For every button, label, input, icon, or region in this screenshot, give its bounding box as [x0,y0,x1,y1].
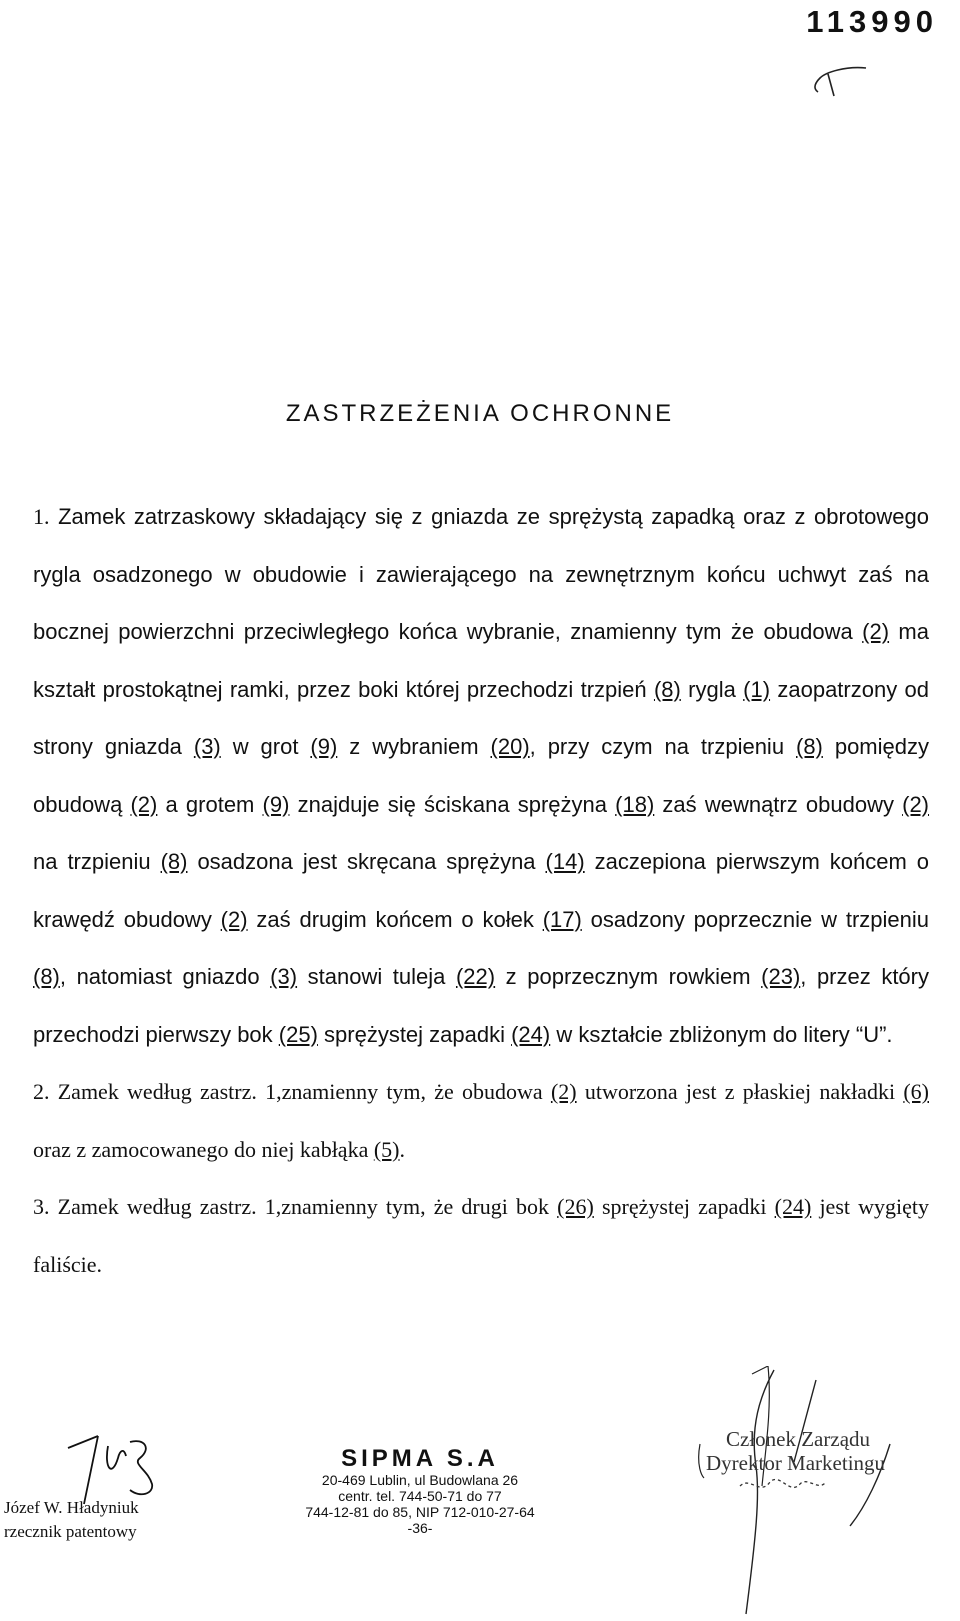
reference-number: (8) [160,849,188,874]
claim-text: utworzona jest z płaskiej nakładki [576,1079,904,1104]
reference-number: (9) [262,791,290,817]
reference-number: (25) [278,1021,318,1047]
claims-section [33,488,929,1293]
reference-number: (6) [903,1079,929,1104]
claim-1 [33,488,929,1063]
claim-text: oraz z zamocowanego do niej kabłąka [33,1136,374,1162]
reference-number: (20) [490,734,530,759]
reference-number: (1) [743,676,771,702]
claim-text: zaś wewnątrz obudowy [654,791,903,817]
claim-text: na trzpieniu [33,849,161,874]
document-title: ZASTRZEŻENIA OCHRONNE [285,400,675,427]
company-address: 20-469 Lublin, ul Budowlana 26 [321,1472,519,1488]
claim-2 [33,1063,929,1178]
claim-text: sprężystej zapadki [593,1194,775,1219]
claim-text: osadzony poprzecznie w trzpieniu [581,906,930,932]
claim-number: 1. [33,504,50,529]
reference-number: (22) [455,964,496,989]
reference-number: (2) [220,906,248,932]
stamp-code: -36- [407,1520,433,1536]
claim-text: zaczepiona pierwszym końcem o krawędź obudowy [33,849,929,932]
attorney-role: rzecznik patentowy [4,1522,137,1541]
reference-number: (3) [270,964,298,989]
claim-text: , przy czym na trzpieniu [529,734,796,759]
claim-text: Zamek według zastrz. 1,znamienny tym, że obudowa [57,1079,551,1104]
claim-text: , natomiast gniazdo [59,964,271,989]
handwritten-mark-icon [806,58,876,98]
attorney-block [4,1496,139,1544]
company-stamp [270,1446,570,1536]
reference-number: (3) [193,734,221,759]
claim-number: 2. [33,1079,50,1104]
company-name: SIPMA S.A [341,1445,499,1472]
reference-number: (24) [774,1194,812,1219]
svg-text:Dyrektor Marketingu: Dyrektor Marketingu [706,1451,886,1475]
claim-text: w grot [220,734,311,759]
claim-text: ma kształt prostokątnej ramki, przez boki której przechodzi trzpień [33,619,929,702]
document-number: 113990 [806,4,938,39]
claim-text: osadzona jest skręcana sprężyna [187,849,546,874]
reference-number: (24) [511,1021,551,1047]
svg-text:Członek Zarządu: Członek Zarządu [726,1427,871,1451]
director-stamp [690,1366,930,1621]
claim-3 [33,1178,929,1293]
claim-text: , przez który przechodzi pierwszy bok [33,964,929,1047]
reference-number: (2) [902,791,930,817]
claim-text: . [399,1136,405,1162]
claim-text: z poprzecznym rowkiem [495,964,762,989]
claim-text: zaś drugim końcem o kołek [247,906,543,932]
claim-text: stanowi tuleja [297,964,456,989]
reference-number: (23) [761,964,801,989]
attorney-name: Józef W. Hładyniuk [4,1498,139,1517]
claim-text: jest wygięty faliście. [33,1194,930,1277]
reference-number: (2) [862,619,890,644]
reference-number: (18) [615,791,655,817]
claim-text: Zamek zatrzaskowy składający się z gniazda ze sprężystą zapadką oraz z obrotowego rygla osadzonego w obudowie i zawierającego na zewnętrznym końcu uchwyt zaś na bocznej powierzchni przeciwległego końca wybranie, znamienny tym że obudowa [33,504,929,644]
signature-right-icon [690,1366,930,1616]
reference-number: (9) [310,734,338,759]
claim-text: w kształcie zbliżonym do litery “U”. [550,1021,893,1047]
claim-text: pomiędzy obudową [33,734,929,817]
reference-number: (17) [542,906,582,932]
claim-text: znajduje się ściskana sprężyna [289,791,616,817]
claim-number: 3. [33,1194,50,1219]
claim-text: zaopatrzony od strony gniazda [33,676,929,759]
company-phone: centr. tel. 744-50-71 do 77 [338,1488,502,1504]
reference-number: (8) [653,676,681,702]
reference-number: (26) [557,1194,594,1219]
claim-text: a grotem [157,791,263,817]
claim-text: Zamek według zastrz. 1,znamienny tym, że drugi bok [57,1194,558,1219]
reference-number: (2) [130,791,158,817]
reference-number: (8) [796,734,823,759]
reference-number: (5) [373,1136,400,1162]
reference-number: (2) [550,1079,577,1104]
reference-number: (14) [545,849,585,874]
claim-text: sprężystej zapadki [317,1021,512,1047]
claim-text: rygla [680,676,744,702]
claim-text: z wybraniem [337,734,491,759]
company-phone-nip: 744-12-81 do 85, NIP 712-010-27-64 [305,1504,535,1520]
reference-number: (8) [33,964,60,989]
